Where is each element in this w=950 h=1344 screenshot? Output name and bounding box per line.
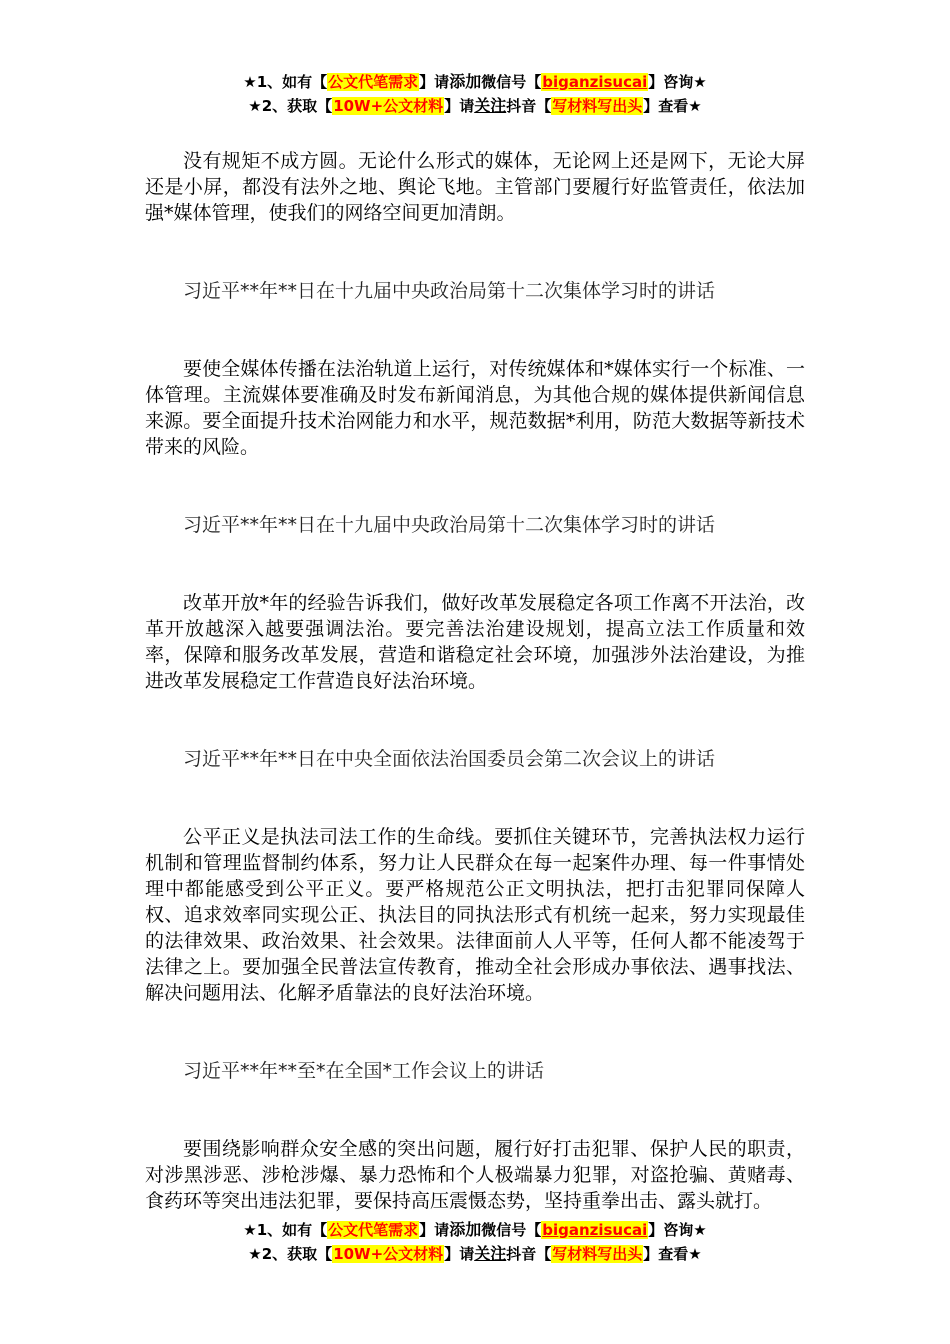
banner-text: ★1、如有【 (243, 73, 328, 91)
highlight-service: 公文代笔需求 (328, 73, 419, 91)
banner-text: 】请 (444, 1245, 475, 1263)
footer-banner (0, 1218, 950, 1266)
banner-text: 】请 (444, 97, 475, 115)
quote-source: 习近平**年**至*在全国*工作会议上的讲话 (183, 1060, 545, 1082)
highlight-materials: 10W+公文材料 (333, 1245, 444, 1263)
emphasis-text: 添加 (449, 72, 482, 91)
highlight-service: 公文代笔需求 (328, 1221, 419, 1239)
banner-text: 】咨询★ (648, 73, 707, 91)
quote-paragraph: 要使全媒体传播在法治轨道上运行，对传统媒体和*媒体实行一个标准、一体管理。主流媒体要准确及时发布新闻消息，为其他合规的媒体提供新闻信息来源。要全面提升技术治网能力和水平，规范数据*利用，防范大数据等新技术带来的风险。 (145, 358, 805, 458)
banner-text: 】查看★ (643, 97, 702, 115)
quote-source: 习近平**年**日在十九届中央政治局第十二次集体学习时的讲话 (183, 280, 716, 302)
quote-source: 习近平**年**日在中央全面依法治国委员会第二次会议上的讲话 (183, 748, 716, 770)
banner-line-1 (0, 1218, 950, 1242)
banner-text: 】咨询★ (648, 1221, 707, 1239)
emphasis-text: 关注 (474, 1244, 507, 1263)
wechat-id: biganzisucai (542, 1221, 648, 1239)
banner-text: 】查看★ (643, 1245, 702, 1263)
banner-text: 】请 (419, 73, 450, 91)
douyin-account: 写材料写出头 (552, 97, 643, 115)
quote-paragraph: 公平正义是执法司法工作的生命线。要抓住关键环节，完善执法权力运行机制和管理监督制约体系，努力让人民群众在每一起案件办理、每一件事情处理中都能感受到公平正义。要严格规范公正文明执法，把打击犯罪同保障人权、追求效率同实现公正、执法目的同执法形式有机统一起来，努力实现最佳的法律效果、政治效果、社会效果。法律面前人人平等，任何人都不能凌驾于法律之上。要加强全民普法宣传教育，推动全社会形成办事依法、遇事找法、解决问题用法、化解矛盾靠法的良好法治环境。 (145, 826, 805, 1004)
quote-source: 习近平**年**日在十九届中央政治局第十二次集体学习时的讲话 (183, 514, 716, 536)
document-body (145, 148, 805, 1214)
quote-paragraph: 没有规矩不成方圆。无论什么形式的媒体，无论网上还是网下，无论大屏还是小屏，都没有法外之地、舆论飞地。主管部门要履行好监管责任，依法加强*媒体管理，使我们的网络空间更加清朗。 (145, 150, 805, 224)
quote-paragraph: 改革开放*年的经验告诉我们，做好改革发展稳定各项工作离不开法治，改革开放越深入越要强调法治。要完善法治建设规划，提高立法工作质量和效率，保障和服务改革发展，营造和谐稳定社会环境，加强涉外法治建设，为推进改革发展稳定工作营造良好法治环境。 (145, 592, 805, 692)
emphasis-text: 添加 (449, 1220, 482, 1239)
banner-text: 微信号【 (481, 73, 542, 91)
quote-paragraph: 要围绕影响群众安全感的突出问题，履行好打击犯罪、保护人民的职责，对涉黑涉恶、涉枪涉爆、暴力恐怖和个人极端暴力犯罪，对盗抢骗、黄赌毒、食药环等突出违法犯罪，要保持高压震慑态势，坚持重拳出击、露头就打。 (145, 1138, 805, 1212)
douyin-account: 写材料写出头 (552, 1245, 643, 1263)
banner-line-1 (0, 70, 950, 94)
banner-text: 抖音【 (506, 1245, 552, 1263)
highlight-materials: 10W+公文材料 (333, 97, 444, 115)
emphasis-text: 关注 (474, 96, 507, 115)
banner-text: 】请 (419, 1221, 450, 1239)
banner-text: ★2、获取【 (248, 97, 333, 115)
banner-text: ★1、如有【 (243, 1221, 328, 1239)
banner-text: ★2、获取【 (248, 1245, 333, 1263)
banner-text: 抖音【 (506, 97, 552, 115)
header-banner (0, 70, 950, 118)
banner-line-2 (0, 94, 950, 118)
banner-line-2 (0, 1242, 950, 1266)
wechat-id: biganzisucai (542, 73, 648, 91)
banner-text: 微信号【 (481, 1221, 542, 1239)
